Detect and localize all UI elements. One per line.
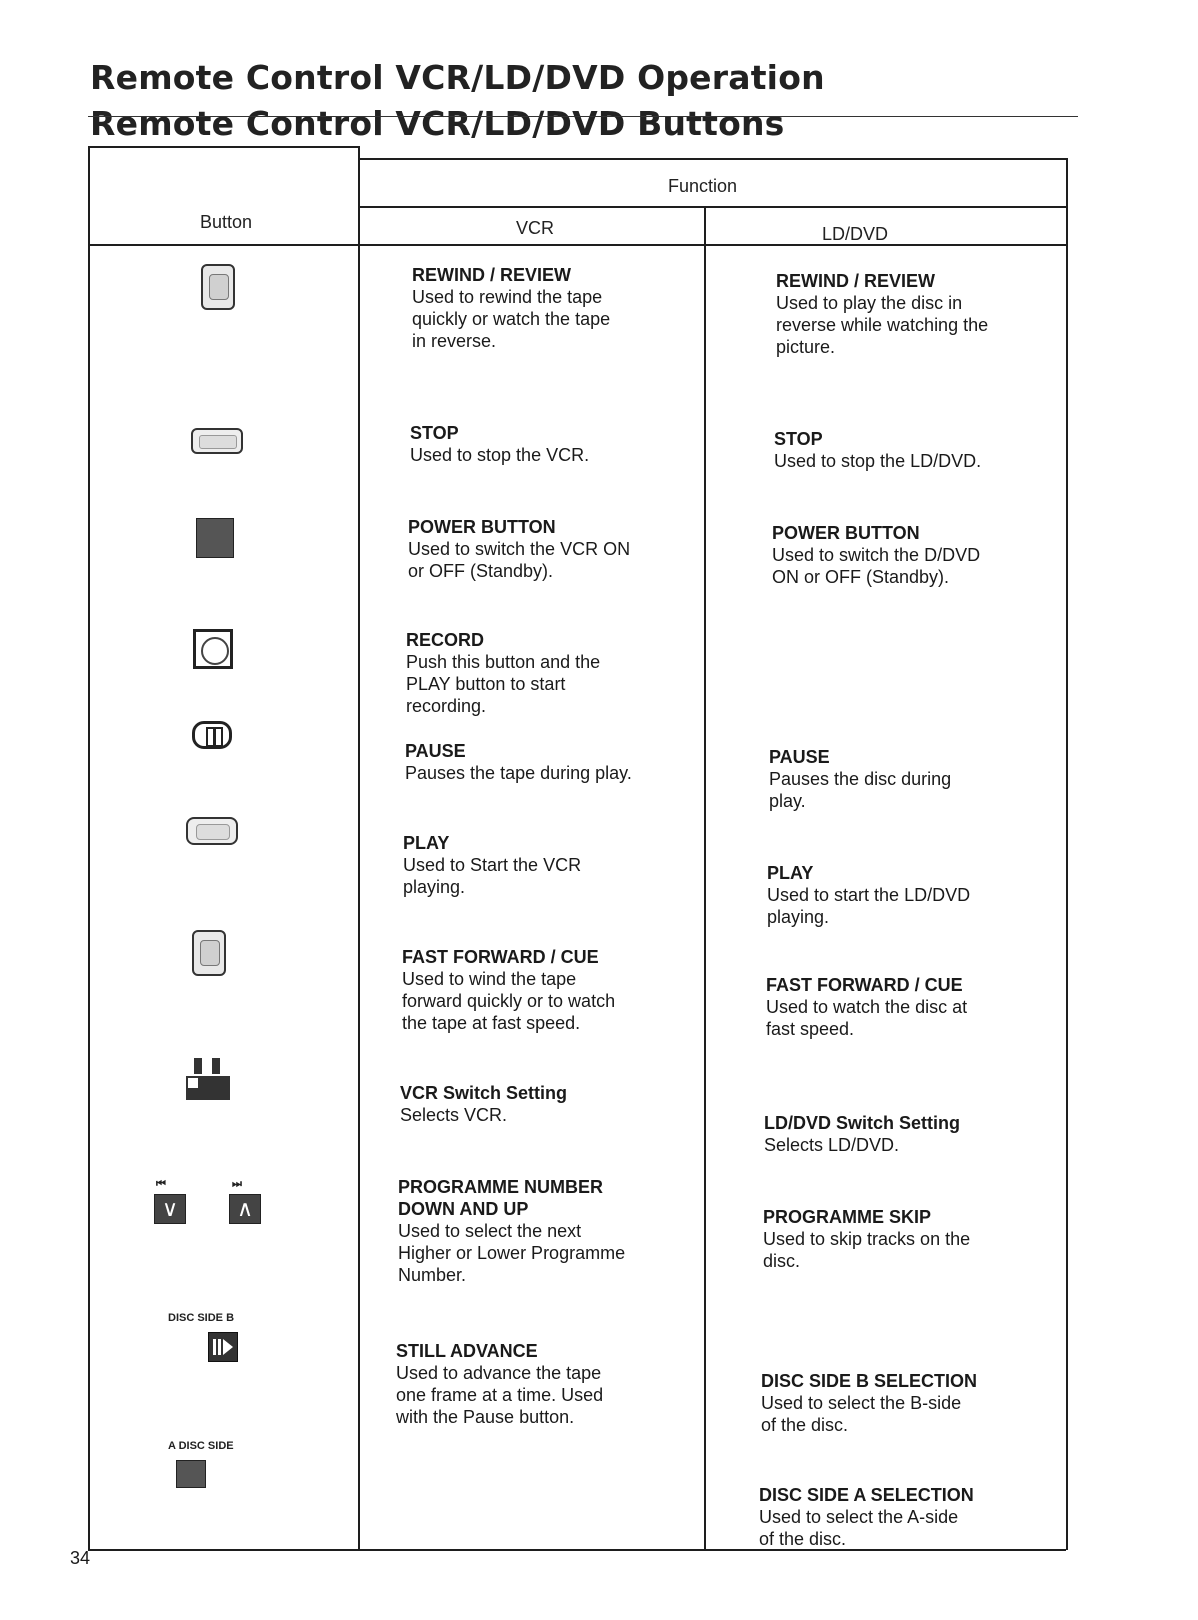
lddvd-desc: Used to skip tracks on the disc. bbox=[763, 1229, 971, 1271]
lddvd-cell-programme-skip bbox=[763, 1206, 1053, 1272]
vcr-cell-rewind bbox=[412, 264, 702, 352]
lddvd-heading: PAUSE bbox=[769, 747, 830, 767]
table-right-border bbox=[1066, 158, 1068, 1550]
vcr-heading: POWER BUTTON bbox=[408, 517, 556, 537]
stop-icon bbox=[191, 428, 243, 454]
lddvd-heading: PLAY bbox=[767, 863, 814, 883]
lddvd-cell-disc-side-b bbox=[761, 1370, 1051, 1436]
disc-side-b-icon bbox=[208, 1332, 238, 1362]
table-button-column-divider bbox=[358, 146, 360, 1550]
lddvd-cell-power bbox=[772, 522, 1062, 588]
vcr-desc: Push this button and the PLAY button to start recording. bbox=[406, 652, 601, 716]
vcr-cell-stop bbox=[410, 422, 700, 466]
programme-up-icon[interactable]: ∧ bbox=[229, 1194, 261, 1224]
vcr-desc: Used to advance the tape one frame at a time. Used with the Pause button. bbox=[396, 1363, 604, 1427]
vcr-desc: Used to Start the VCR playing. bbox=[403, 855, 582, 897]
vcr-heading: VCR Switch Setting bbox=[400, 1083, 568, 1103]
lddvd-heading: DISC SIDE B SELECTION bbox=[761, 1371, 978, 1391]
vcr-desc: Used to stop the VCR. bbox=[410, 445, 590, 465]
header-lddvd: LD/DVD bbox=[822, 224, 889, 244]
table-left-border bbox=[88, 146, 90, 1550]
lddvd-heading: POWER BUTTON bbox=[772, 523, 920, 543]
vcr-heading: PLAY bbox=[403, 833, 450, 853]
lddvd-cell-rewind bbox=[776, 270, 1066, 358]
lddvd-desc: Used to watch the disc at fast speed. bbox=[766, 997, 968, 1039]
lddvd-heading: REWIND / REVIEW bbox=[776, 271, 936, 291]
vcr-cell-switch bbox=[400, 1082, 690, 1126]
lddvd-heading: DISC SIDE A SELECTION bbox=[759, 1485, 974, 1505]
vcr-cell-record bbox=[406, 629, 696, 717]
header-button: Button bbox=[200, 212, 253, 232]
disc-side-a-icon bbox=[176, 1460, 206, 1488]
vcr-desc: Used to wind the tape forward quickly or to watch the tape at fast speed. bbox=[402, 969, 616, 1033]
lddvd-cell-disc-side-a bbox=[759, 1484, 1049, 1550]
vcr-heading: FAST FORWARD / CUE bbox=[402, 947, 599, 967]
vcr-desc: Pauses the tape during play. bbox=[405, 763, 632, 783]
page-number: 34 bbox=[70, 1548, 91, 1568]
switch-setting-icon bbox=[186, 1058, 230, 1102]
vcr-desc: Used to select the next Higher or Lower Programme Number. bbox=[398, 1221, 626, 1285]
vcr-cell-fast-forward bbox=[402, 946, 692, 1034]
vcr-cell-power bbox=[408, 516, 698, 582]
vcr-heading: RECORD bbox=[406, 630, 485, 650]
skip-forward-glyph: ⏭ bbox=[232, 1178, 242, 1190]
lddvd-desc: Used to stop the LD/DVD. bbox=[774, 451, 982, 471]
table-function-subheader-rule bbox=[358, 206, 1066, 208]
table-header-bottom-rule bbox=[88, 244, 1066, 246]
pause-icon bbox=[192, 721, 232, 749]
table-top-left-border bbox=[90, 146, 360, 148]
page-title: Remote Control VCR/LD/DVD Operation bbox=[90, 58, 825, 97]
lddvd-desc: Used to select the A-side of the disc. bbox=[759, 1507, 959, 1549]
programme-down-icon[interactable]: ∨ bbox=[154, 1194, 186, 1224]
title-divider bbox=[88, 116, 1078, 117]
vcr-cell-play bbox=[403, 832, 693, 898]
vcr-heading: STOP bbox=[410, 423, 459, 443]
record-icon bbox=[193, 629, 233, 669]
fast-forward-icon bbox=[192, 930, 226, 976]
vcr-heading: REWIND / REVIEW bbox=[412, 265, 572, 285]
section-title: Remote Control VCR/LD/DVD Buttons bbox=[90, 104, 785, 143]
disc-side-b-label: DISC SIDE B bbox=[168, 1312, 235, 1324]
lddvd-desc: Used to start the LD/DVD playing. bbox=[767, 885, 971, 927]
lddvd-desc: Used to switch the D/DVD ON or OFF (Standby). bbox=[772, 545, 981, 587]
lddvd-heading: PROGRAMME SKIP bbox=[763, 1207, 932, 1227]
table-function-divider bbox=[704, 208, 706, 1550]
disc-side-a-label: A DISC SIDE bbox=[168, 1440, 234, 1452]
lddvd-desc: Pauses the disc during play. bbox=[769, 769, 952, 811]
lddvd-cell-pause bbox=[769, 746, 1059, 812]
lddvd-cell-stop bbox=[774, 428, 1064, 472]
power-icon bbox=[196, 518, 234, 558]
vcr-cell-pause bbox=[405, 740, 695, 784]
rewind-icon bbox=[201, 264, 235, 310]
lddvd-desc: Used to select the B-side of the disc. bbox=[761, 1393, 962, 1435]
header-vcr: VCR bbox=[516, 218, 555, 238]
lddvd-cell-fast-forward bbox=[766, 974, 1056, 1040]
table-top-right-border bbox=[358, 158, 1066, 160]
vcr-cell-still-advance bbox=[396, 1340, 686, 1428]
vcr-heading: PROGRAMME NUMBER DOWN AND UP bbox=[398, 1177, 603, 1219]
vcr-desc: Used to rewind the tape quickly or watch the tape in reverse. bbox=[412, 287, 611, 351]
lddvd-desc: Selects LD/DVD. bbox=[764, 1135, 900, 1155]
vcr-heading: STILL ADVANCE bbox=[396, 1341, 538, 1361]
lddvd-heading: LD/DVD Switch Setting bbox=[764, 1113, 961, 1133]
lddvd-desc: Used to play the disc in reverse while watching the picture. bbox=[776, 293, 989, 357]
lddvd-heading: STOP bbox=[774, 429, 823, 449]
skip-back-glyph: ⏮ bbox=[156, 1178, 166, 1190]
play-icon bbox=[186, 817, 238, 845]
vcr-cell-programme bbox=[398, 1176, 688, 1286]
header-function: Function bbox=[668, 176, 738, 196]
vcr-heading: PAUSE bbox=[405, 741, 466, 761]
lddvd-cell-switch bbox=[764, 1112, 1054, 1156]
vcr-desc: Selects VCR. bbox=[400, 1105, 508, 1125]
vcr-desc: Used to switch the VCR ON or OFF (Standby). bbox=[408, 539, 631, 581]
lddvd-cell-play bbox=[767, 862, 1057, 928]
lddvd-heading: FAST FORWARD / CUE bbox=[766, 975, 963, 995]
